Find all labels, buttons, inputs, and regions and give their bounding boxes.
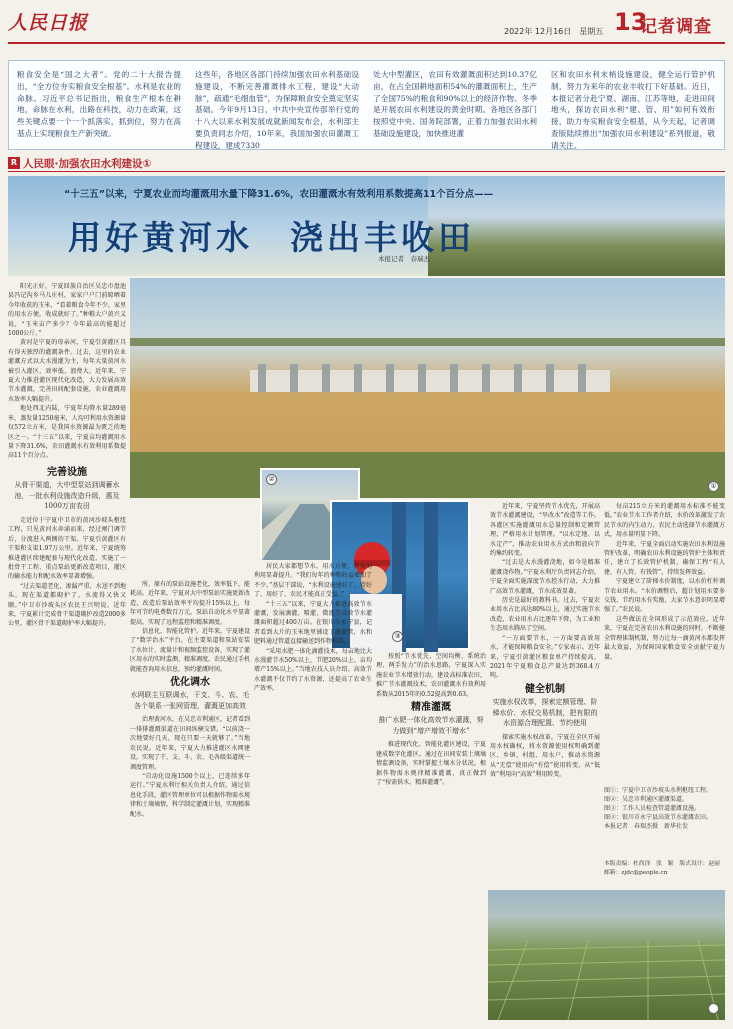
- photo-farmland-aerial: [488, 890, 725, 1020]
- series-banner: [8, 156, 725, 172]
- paragraph: 推进现代化、智能化灌区建设，宁夏建成数字化灌区。通过在田间安装土壤墒情监测设备，实时掌握土壤水分状况，根据作物需水规律精准灌溉，真正做到了“按需供水、精准灌溉”。: [376, 741, 486, 787]
- paragraph: 所。原有的泵站设施老化，效率低下，能耗高。近年来，宁夏对大中型泵站实施更新改造，改造后泵站效率平均提升15%以上，每年可节约电费数百万元。泵站自动化水平显著提高，实现了远程监控和精准调度。: [130, 581, 251, 626]
- paragraph: 信息化、智能化管护。近年来，宁夏建设了“数字治水”平台，在主要渠道和泵站安装了水位计、流量计和视频监控设备，实现了灌区用水的实时监测、精准调度。农民通过手机就能查询用水信息，预约灌溉时间。: [130, 628, 251, 673]
- subdeck-water-transfer: 水网联主互联调水，干支、斗、农、毛各个渠系一张网管理，灌溉更加高效: [130, 691, 250, 710]
- subhead-precise-irrigation: 精准灌溉: [411, 702, 451, 714]
- subhead-mechanism: 健全机制: [525, 683, 565, 695]
- editor-credit: 本版责编：杜尚泽 张 颖 版式设计：赵丽: [604, 861, 720, 867]
- paragraph: 按照“节水优先、空间均衡、系统治理、两手发力”的治水思路，宁夏深入实施农业节水增效行动，建设高标准农田，推广节水灌溉技术，农田灌溉水有效利用系数从2015年的0.52提高到0.63。: [376, 653, 486, 698]
- caption-4: 图④：银川市永宁县高效节水灌溉农田。: [604, 814, 713, 821]
- series-badge: R: [8, 157, 20, 169]
- subdeck-mechanism: 实施水权改革，探索定额管理、阶梯水价、水权交易机制，把有限的水资源合理配置、节约使用: [492, 698, 598, 728]
- caption-3: 图③：工作人员检查管道灌溉设施。: [604, 805, 701, 812]
- article-column-c2: [376, 652, 486, 1020]
- paragraph: 探索实施水权改革，宁夏在全区开展用水权确权，将水资源使用权明确到灌区、乡镇、村组、用水户，推动水资源从“无偿”使用向“有偿”使用转变，从“低效”利用向“高效”利用转变。: [490, 733, 600, 779]
- paragraph: 这些做法在全国形成了示范效应。近年来，宁夏在完善农田水利设施的同时，不断健全管理体制机制，努力让每一滴黄河水都发挥最大效益，为保障国家粮食安全贡献宁夏力量。: [604, 615, 725, 661]
- subdeck-precise-irrigation: 推广水肥一体化高效节水灌溉，努力做到“增产增效不增水”: [378, 716, 484, 735]
- paragraph: 阳光正好，宁夏回族自治区吴忠市盘池县冯记沟乡马儿庄村，家家户户门前晾晒着今年收获的玉米，“看着粮食今年不少，家里的用水方便，收成就好了。”种粮大户黄兴义说，“玉米亩产多少？今年最高的能超过1000公斤。”: [8, 283, 126, 338]
- article-column-b: [130, 580, 250, 1020]
- byline: 本报记者 春瑞杰: [378, 255, 430, 263]
- paragraph: 每亩215立方米的灌溉用水标准不能变低。”农业节水工作者介绍，水价改革激发了农民节水的内生动力，农民主动选择节水灌溉方式，用水量明显下降。: [604, 503, 725, 539]
- river-sluice-illustration: [130, 278, 725, 498]
- article-column-a-top: [8, 282, 126, 462]
- subhead-facilities: 完善设施: [47, 467, 87, 478]
- paragraph: “过去渠道老化，渗漏严重，水送不到地头，现在渠道都砌护了，水流得又快又顺。”中卫市沙坡头区农民王兴明说。近年来，宁夏累计完成骨干渠道砌护改造2000多公里，灌区骨干渠道砌护率大幅提升。: [8, 582, 126, 628]
- photo-number-3: ③: [392, 631, 403, 642]
- caption-2: 图②：吴忠市利通区灌溉渠道。: [604, 796, 689, 803]
- paragraph: 宁夏建立了阶梯水价制度，以水价杠杆调节农业用水。“水价调整后，超计划用水要多交钱，节约用水有奖励，大家节水意识明显增强了。”农民说。: [604, 578, 725, 614]
- hero-banner: [8, 176, 725, 276]
- headline-title: 用好黄河水 浇出丰收田: [68, 218, 475, 257]
- article-column-c: [254, 562, 372, 1020]
- intro-column-4: 区和农田水利末梢设施建设，健全运行管护机制，努力为来年的农业丰收打下好基础。近日，本报记者分赴宁夏、湖南、江苏等地，走进田间地头，探访农田水利“建、管、用”如何有效衔接，助力夯实粮食安全根基，从今天起，记者调查版陆续推出“加强农田水利建设”系列报道，敬请关注。: [551, 70, 715, 150]
- series-label: 人民眼·加强农田水利建设①: [23, 158, 152, 170]
- paragraph: 近年来，宁夏全面启动实施农田水利设施管护改革，明确农田水利设施的管护主体和责任，建立了长效管护机制，确保工程“有人建、有人管、有钱管”，持续发挥效益。: [604, 540, 725, 576]
- paragraph: 地处西北内陆，宁夏年均降水量289毫米，蒸发量1250毫米，人均可利用水资源量仅572立方米，是我国水资源最为匮乏的地区之一。“十三五”以来，宁夏亩均灌溉用水量下降31.6%，农田灌溉水有效利用系数提高11个百分点。: [8, 405, 126, 460]
- intro-column-3: 处大中型灌区，农田有效灌溉面积达到10.37亿亩，在占全国耕地面积54%的灌溉面积上，生产了全国75%的粮食和90%以上的经济作物。冬季是开展农田水利建设的黄金时期。各地区各部门按照党中央、国务院部署，正着力加强农田水利基础设施建设，加快推进灌: [373, 70, 537, 138]
- paragraph: 治理黄河水，在吴忠市利通区，记者看到一排排灌溉渠道在田间纵横交错。“以前浇一次地要好几天，现在只要一天就够了。”当地农民说。近年来，宁夏大力推进灌区水网建设，实现了干、支、斗、农、毛各级渠道统一调度管理。: [130, 716, 251, 771]
- article-column-a-bottom: [8, 464, 126, 1024]
- photo-number-2: ②: [266, 474, 277, 485]
- subdeck-facilities: 从骨干渠道，大中型泵站到调蓄水池，一批水利设施改造升级，惠及1000万亩农田: [14, 481, 120, 511]
- paragraph: 走近位于宁夏中卫市的黄河沙坡头枢纽工程，只见黄河水奔涌而来，经过闸门调节后，分流进入两侧的干渠。宁夏引黄灌区有干渠和支渠1.97万公里。近年来，宁夏统筹推进灌区续建配套与现代化改造，实施了一批骨干工程、重点泵站更新改造项目，灌区的输水能力和配水效率显著增强。: [8, 516, 126, 581]
- paragraph: 黄河是宁夏的母亲河，宁夏引黄灌区具有得天独厚的灌溉条件。过去，这里的农业灌溉方式以大水漫灌为主，每年大量黄河水被引入灌区，效率低、浪费大。近年来，宁夏大力推进灌区现代化改造，大力发展高效节水灌溉，完善田间配套设施，农业灌溉用水效率大幅提升。: [8, 339, 126, 403]
- photo-number-4: [708, 1003, 719, 1014]
- page-number: 13: [614, 8, 648, 36]
- paragraph: 历史是最好的教科书。过去，宁夏农业用水占比高达80%以上，通过实施节水改造，农业用水占比逐年下降，为工业和生态用水腾出了空间。: [490, 597, 600, 633]
- headline-subtitle: “十三五”以来，宁夏农业而均灌溉用水量下降31.6%，农田灌溉水有效利用系数提高11个百分点——: [64, 189, 494, 200]
- article-column-d: [490, 502, 600, 886]
- paragraph: “采用水肥一体化滴灌技术，每亩地比大水漫灌节水50%以上，节肥20%以上，亩均增产15%以上。”当地农技人员介绍。高效节水灌溉不仅节约了水资源，还提高了农业生产效率。: [254, 647, 372, 693]
- issue-date: 2022年 12月16日 星期五: [504, 27, 604, 36]
- paragraph: “一方面要节水，一方面要高效用水，才能保障粮食安全。”专家表示。近年来，宁夏引黄灌区粮食单产持续提高，2021年宁夏粮食总产量达到368.4万吨。: [490, 634, 600, 680]
- farmland-illustration: [488, 890, 725, 1020]
- paragraph: 近年来，宁夏坚持节水优先，开展高效节水灌溉建设，“旱改水”改造等工作。各灌区实施灌溉用水总量控制和定额管理，严格用水计划管理。“以水定地、以水定产”，推动农业用水方式由粗放向节约集约转变。: [490, 503, 600, 558]
- paragraph: “过去是大水漫灌浇地，如今是精准灌溉浇作物。”宁夏水利厅负责同志介绍，宁夏全面实施深度节水控水行动，大力推广高效节水灌溉，节水成效显著。: [490, 559, 600, 595]
- caption-1: 图①：宁夏中卫市沙坡头水利枢纽工程。: [604, 787, 713, 794]
- paragraph: 居民大家都想节水，用水方便，效益的利用显著提升。“我们每年的种粮收益增加了不少。”基层干部说，“水利设施建好了，管好了，用好了，农民才能真正受益。”: [254, 563, 372, 599]
- intro-column-1: 粮食安全是“国之大者”。党的二十大报告提出，“全方位夯实粮食安全根基”。水利是农业的命脉。习近平总书记指出，粮食生产根本在耕地，命脉在水利，出路在科技，动力在政策，这些关键点要一个一个抓落实，抓到位，努力在高基点上实现粮食生产新突破。: [17, 70, 181, 138]
- contact-email: 邮箱：zjdc@people.cn: [604, 870, 668, 876]
- paragraph: “自动化设施1500个以上，已连续多年运行。”宁夏水利厅相关负责人介绍，通过信息化手段，灌区管理单位可以根据作物需水规律和土壤墒情，科学制定灌溉计划，实现精准配水。: [130, 772, 251, 818]
- photo-number-1: ①: [708, 481, 719, 492]
- intro-box: [8, 60, 725, 150]
- photo-river-sluice: [130, 278, 725, 498]
- paragraph: “十三五”以来，宁夏大力推进高效节水灌溉，发展滴灌、喷灌、微灌等高效节水灌溉面积超过400万亩。在银川市永宁县，记者看到大片的玉米地里铺设了滴灌管，水和肥料通过管道直接输送到作物根部。: [254, 600, 372, 646]
- editor-notes: [604, 860, 725, 878]
- photo-captions: [604, 786, 725, 831]
- subhead-water-transfer: 优化调水: [170, 677, 210, 689]
- article-column-e: [604, 502, 725, 782]
- photo-credit: 本报记者 春瑞杰摄 新华社发: [604, 823, 689, 830]
- masthead: [8, 6, 725, 44]
- newspaper-logo: 人民日报: [8, 12, 89, 34]
- intro-column-2: 这些年，各地区各部门持续加强农田水利基础设施建设，不断完善灌溉排水工程，建设“大动脉”，疏通“毛细血管”，为保障粮食安全奠定坚实基础。今年9月13日，中共中央宣传部举行党的十八大以来水利发展成就新闻发布会，水利部主要负责同志介绍，10年来，我国加强农田灌溉工程建设，建成7330: [195, 70, 359, 150]
- section-title: 记者调查: [640, 17, 712, 37]
